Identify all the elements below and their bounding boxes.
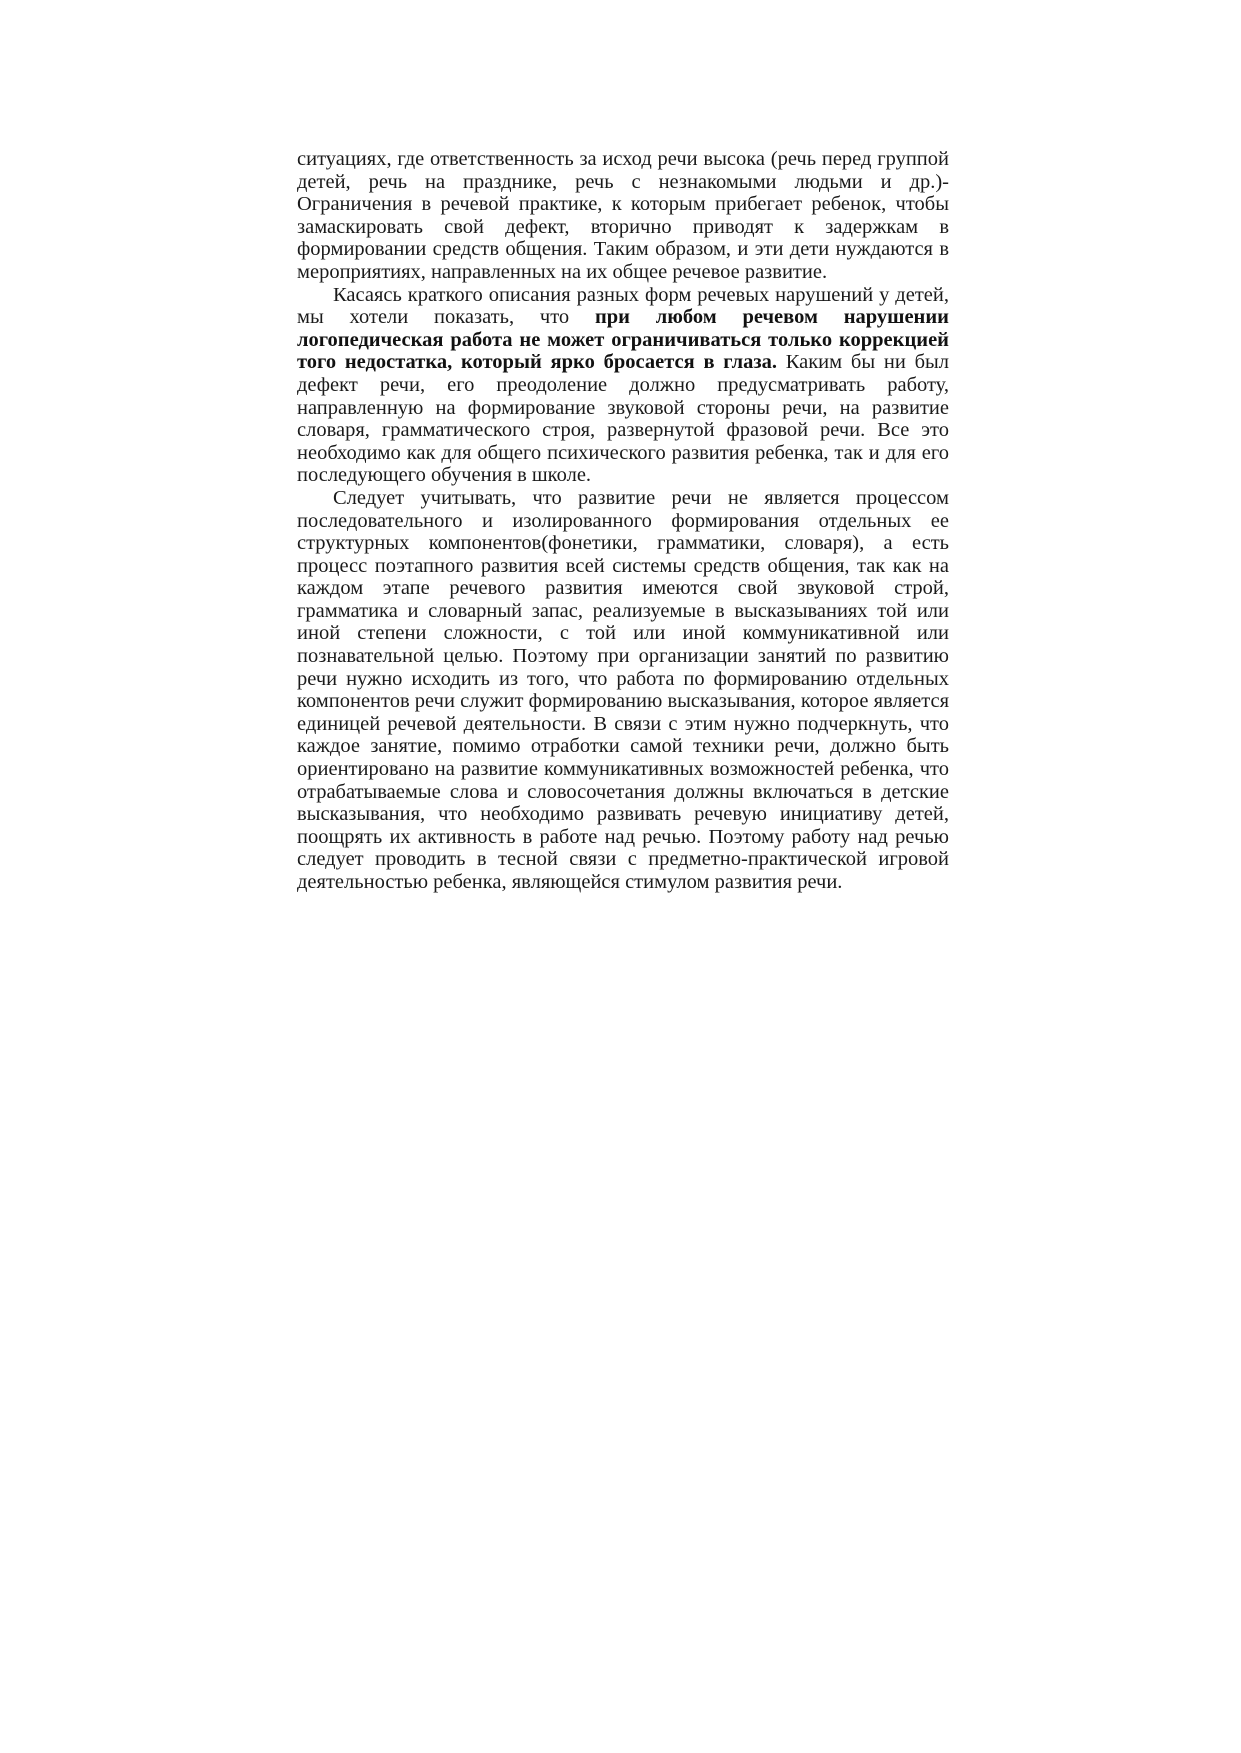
paragraph-2-text-end: Каким бы ни был дефект речи, его преодоление должно предусматривать работу, направленную на формирование звуковой стороны речи, на развитие словаря, грамматического строя, развернутой фразовой речи. Все это необходимо как для общего психического развития ребенка, так и для его последующего обучения в школе. bbox=[297, 351, 950, 487]
paragraph-2-bold-statement: при любом речевом нарушении логопедическая работа не может ограничиваться только коррекцией того недостатка, который ярко бросается в глаза. bbox=[297, 306, 949, 374]
paragraph-3 bbox=[297, 487, 949, 894]
paragraph-1-text: ситуациях, где ответственность за исход речи высока (речь перед группой детей, речь на празднике, речь с незнакомыми людьми и др.)- Ограничения в речевой практике, к которым прибегает ребенок, чтобы замаскировать свой дефект, вторично приводят к задержкам в формировании средств общения. Таким образом, и эти дети нуждаются в мероприятиях, направленных на их общее речевое развитие. bbox=[297, 148, 949, 283]
paragraph-3-text: Следует учитывать, что развитие речи не является процессом последовательного и изолированного формирования отдельных ее структурных компонентов(фонетики, грамматики, словаря), а есть процесс поэтапного развития всей системы средств общения, так как на каждом этапе речевого развития имеются свой звуковой строй, грамматика и словарный запас, реализуемые в высказываниях той или иной степени сложности, с той или иной коммуникативной или познавательной целью. Поэтому при организации занятий по развитию речи нужно исходить из того, что работа по формированию отдельных компонентов речи служит формированию высказывания, которое является единицей речевой деятельности. В связи с этим нужно подчеркнуть, что каждое занятие, помимо отработки самой техники речи, должно быть ориентировано на развитие коммуникативных возможностей ребенка, что отрабатываемые слова и словосочетания должны включаться в детские высказывания, что необходимо развивать речевую инициативу детей, поощрять их активность в работе над речью. Поэтому работу над речью следует проводить в тесной связи с предметно-практической игровой деятельностью ребенка, являющейся стимулом развития речи. bbox=[297, 486, 949, 893]
paragraph-2-text-start: Касаясь краткого описания разных форм речевых нарушений у детей, мы хотели показать, что bbox=[297, 283, 949, 329]
paragraph-1 bbox=[297, 148, 949, 284]
paragraph-2 bbox=[297, 284, 949, 487]
body-text bbox=[297, 148, 949, 894]
